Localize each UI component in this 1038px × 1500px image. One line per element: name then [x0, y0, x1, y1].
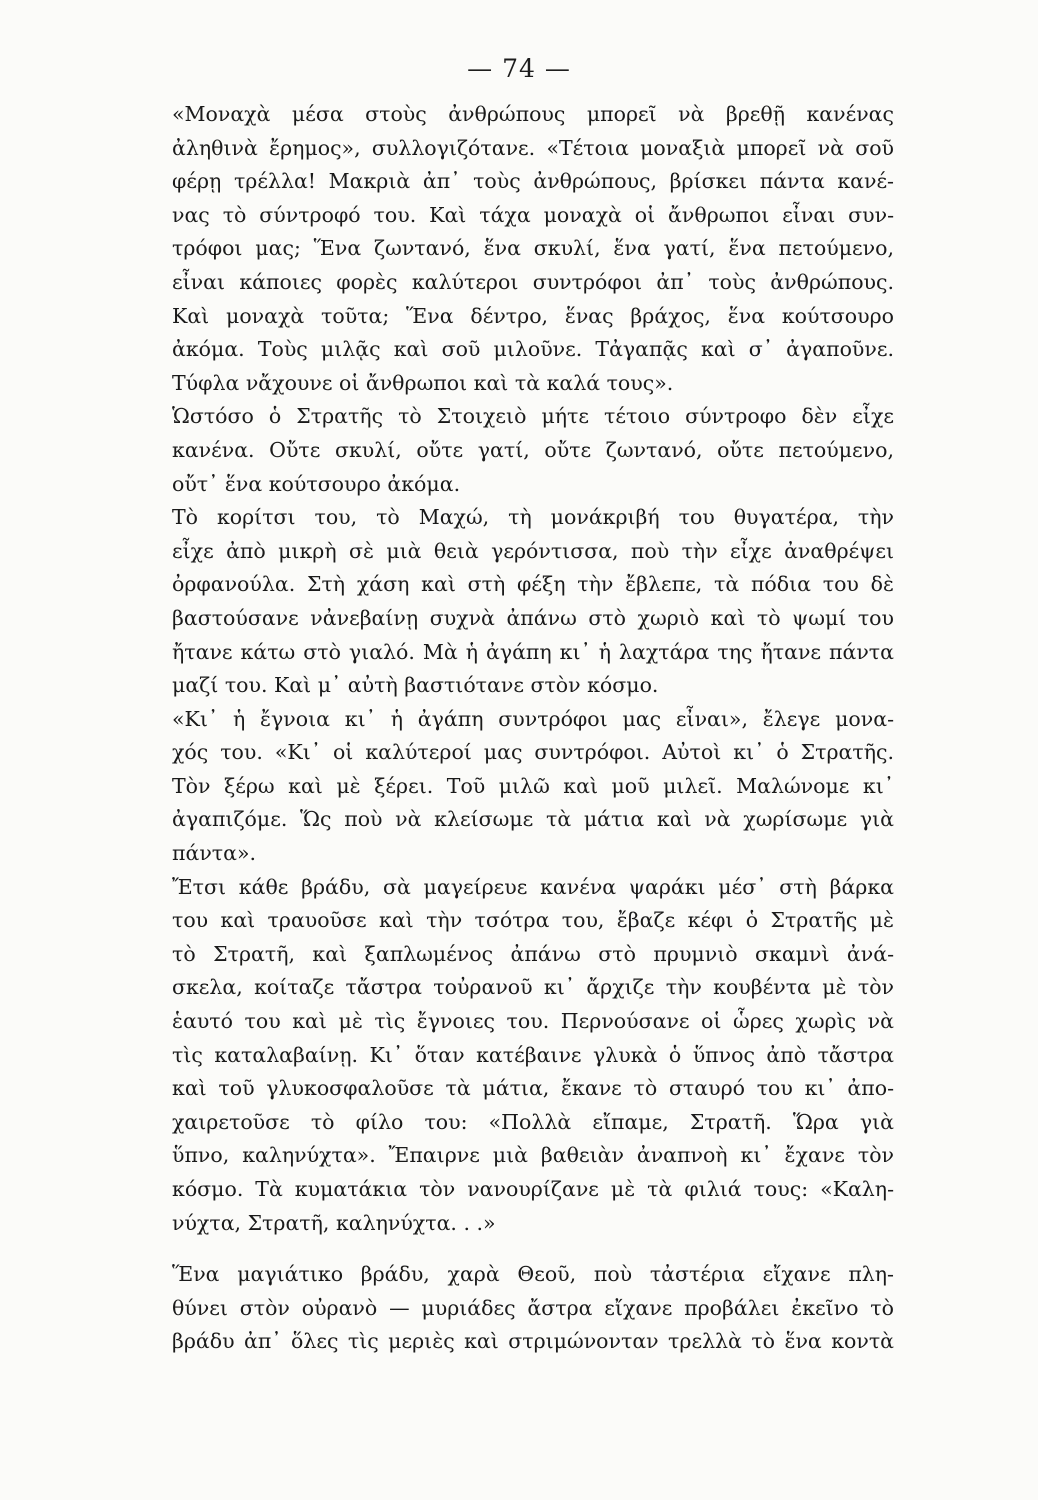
- text-line: ἀληθινὰ ἔρημος», συλλογιζότανε. «Τέτοια μοναξιὰ μπορεῖ νὰ σοῦ: [172, 135, 894, 160]
- paragraph-4: [134, 703, 894, 871]
- paragraph-6: [134, 1258, 894, 1359]
- text-line: «Κι᾿ ἡ ἔγνοια κι᾿ ἡ ἀγάπη συντρόφοι μας εἶναι», ἔλεγε μονα-: [172, 706, 894, 731]
- text-line: σκελα, κοίταζε τἄστρα τοὐρανοῦ κι᾿ ἄρχιζε τὴν κουβέντα μὲ τὸν: [172, 975, 894, 1000]
- text-line: ἑαυτό του καὶ μὲ τὶς ἔγνοιες του. Περνούσανε οἱ ὧρες χωρὶς νὰ: [172, 1009, 894, 1034]
- text-line: οὔτ᾿ ἕνα κούτσουρο ἀκόμα.: [172, 471, 461, 496]
- text-line: φέρῃ τρέλλα! Μακριὰ ἀπ᾿ τοὺς ἀνθρώπους, βρίσκει πάντα κανέ-: [172, 169, 894, 194]
- page-number: — 74 —: [467, 54, 571, 83]
- body-text: [134, 98, 894, 1359]
- text-line: τρόφοι μας; Ἕνα ζωντανό, ἕνα σκυλί, ἕνα γατί, ἕνα πετούμενο,: [172, 236, 894, 261]
- paragraph-2: [134, 400, 894, 501]
- text-line: κόσμο. Τὰ κυματάκια τὸν νανουρίζανε μὲ τὰ φιλιά τους: «Καλη-: [172, 1177, 894, 1201]
- text-line: βράδυ ἀπ᾿ ὅλες τὶς μεριὲς καὶ στριμώνονταν τρελλὰ τὸ ἕνα κοντὰ: [172, 1329, 894, 1354]
- text-line: ὀρφανούλα. Στὴ χάση καὶ στὴ φέξη τὴν ἔβλεπε, τὰ πόδια του δὲ: [172, 572, 894, 597]
- section-gap: [134, 1240, 894, 1258]
- paragraph-5: [134, 871, 894, 1241]
- text-line: εἶναι κάποιες φορὲς καλύτεροι συντρόφοι ἀπ᾿ τοὺς ἀνθρώπους.: [172, 269, 894, 294]
- text-line: Τύφλα νἄχουνε οἱ ἄνθρωποι καὶ τὰ καλά τους».: [172, 370, 674, 395]
- text-line: εἶχε ἀπὸ μικρὴ σὲ μιὰ θειὰ γερόντισσα, ποὺ τὴν εἶχε ἀναθρέψει: [172, 538, 894, 563]
- text-line: Ἕνα μαγιάτικο βράδυ, χαρὰ Θεοῦ, ποὺ τἀστέρια εἴχανε πλη-: [172, 1262, 894, 1287]
- text-line: καὶ τοῦ γλυκοσφαλοῦσε τὰ μάτια, ἔκανε τὸ σταυρό του κι᾿ ἀπο-: [172, 1076, 894, 1101]
- text-line: Καὶ μοναχὰ τοῦτα; Ἕνα δέντρο, ἕνας βράχος, ἕνα κούτσουρο: [172, 303, 894, 328]
- text-line: «Μοναχὰ μέσα στοὺς ἀνθρώπους μπορεῖ νὰ βρεθῇ κανένας: [172, 102, 894, 126]
- text-line: ἀκόμα. Τοὺς μιλᾷς καὶ σοῦ μιλοῦνε. Τἀγαπᾷς καὶ σ᾿ ἀγαποῦνε.: [172, 337, 894, 362]
- text-line: τὶς καταλαβαίνῃ. Κι᾿ ὅταν κατέβαινε γλυκὰ ὁ ὕπνος ἀπὸ τἄστρα: [172, 1042, 894, 1067]
- text-line: ἤτανε κάτω στὸ γιαλό. Μὰ ἡ ἀγάπη κι᾿ ἡ λαχτάρα της ἤτανε πάντα: [172, 639, 894, 664]
- text-line: Ὡστόσο ὁ Στρατῆς τὸ Στοιχειὸ μήτε τέτοιο σύντροφο δὲν εἶχε: [172, 404, 894, 429]
- text-line: Τὸν ξέρω καὶ μὲ ξέρει. Τοῦ μιλῶ καὶ μοῦ μιλεῖ. Μαλώνομε κι᾿: [172, 773, 894, 798]
- text-line: ὕπνο, καληνύχτα». Ἔπαιρνε μιὰ βαθειὰν ἀναπνοὴ κι᾿ ἔχανε τὸν: [172, 1143, 894, 1168]
- text-line: Τὸ κορίτσι του, τὸ Μαχώ, τὴ μονάκριβή του θυγατέρα, τὴν: [172, 505, 894, 530]
- text-line: νας τὸ σύντροφό του. Καὶ τάχα μοναχὰ οἱ ἄνθρωποι εἶναι συν-: [172, 202, 894, 227]
- text-line: βαστούσανε νἀνεβαίνῃ συχνὰ ἀπάνω στὸ χωριὸ καὶ τὸ ψωμί του: [172, 605, 894, 630]
- text-line: θύνει στὸν οὐρανὸ — μυριάδες ἄστρα εἴχανε προβάλει ἐκεῖνο τὸ: [172, 1295, 894, 1320]
- text-line: ἀγαπιζόμε. Ὥς ποὺ νὰ κλείσωμε τὰ μάτια καὶ νὰ χωρίσωμε γιὰ: [172, 807, 894, 832]
- text-line: νύχτα, Στρατῆ, καληνύχτα. . .»: [172, 1210, 496, 1235]
- paragraph-1: [134, 98, 894, 400]
- text-line: κανένα. Οὔτε σκυλί, οὔτε γατί, οὔτε ζωντανό, οὔτε πετούμενο,: [172, 437, 894, 462]
- text-line: Ἔτσι κάθε βράδυ, σὰ μαγείρευε κανένα ψαράκι μέσ᾿ στὴ βάρκα: [172, 874, 894, 899]
- text-line: χός του. «Κι᾿ οἱ καλύτεροί μας συντρόφοι. Αὐτοὶ κι᾿ ὁ Στρατῆς.: [172, 740, 894, 765]
- paragraph-3: [134, 501, 894, 703]
- text-line: πάντα».: [172, 841, 257, 866]
- text-line: χαιρετοῦσε τὸ φίλο του: «Πολλὰ εἴπαμε, Στρατῆ. Ὥρα γιὰ: [172, 1109, 894, 1134]
- text-line: τὸ Στρατῆ, καὶ ξαπλωμένος ἀπάνω στὸ πρυμνιὸ σκαμνὶ ἀνά-: [172, 941, 894, 966]
- text-line: μαζί του. Καὶ μ᾿ αὐτὴ βαστιότανε στὸν κόσμο.: [172, 673, 659, 698]
- text-line: του καὶ τραυοῦσε καὶ τὴν τσότρα του, ἔβαζε κέφι ὁ Στρατῆς μὲ: [172, 908, 894, 933]
